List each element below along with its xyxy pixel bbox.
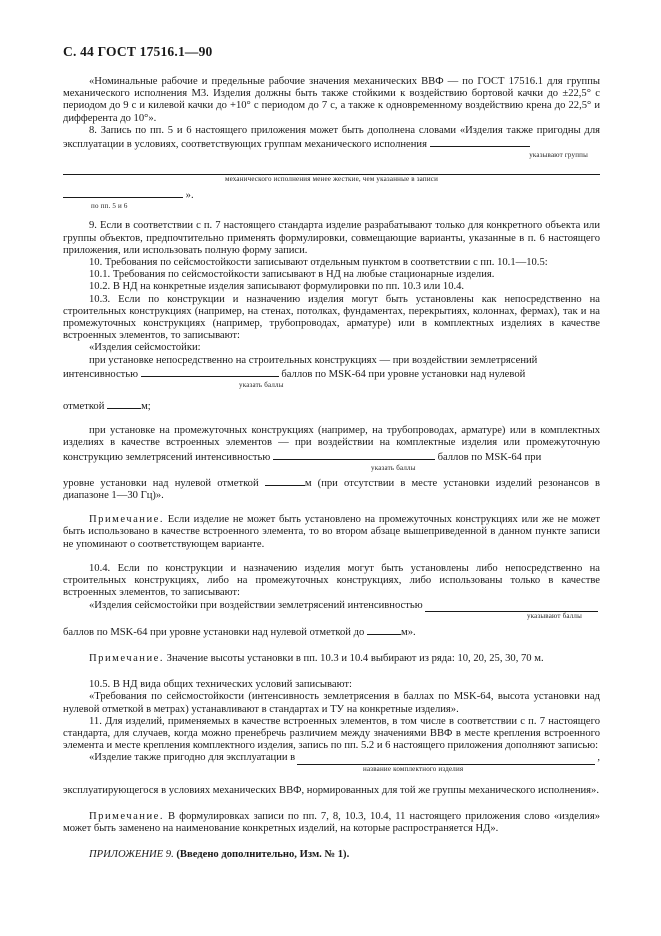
note-3-text: В формулировках записи по пп. 7, 8, 10.3, 10.4, 11 настоящего приложения слово «изделия» может быть заменено на наименование конкретных изделий, на которые распространяется НД». xyxy=(63,810,600,834)
blank-line xyxy=(297,755,595,765)
quote-direct-text: при установке непосредственно на строительных конструкциях — при воздействии землетрясений интенсивностью xyxy=(63,354,538,380)
blank-line xyxy=(265,476,305,486)
quote-suitable-text: «Изделие также пригодно для эксплуатации в xyxy=(89,752,296,764)
blank-line xyxy=(425,602,598,612)
comma: , xyxy=(597,752,600,764)
paragraph-8 xyxy=(63,125,600,151)
paragraph-quote-m3: «Номинальные рабочие и предельные рабочие значения механических ВВФ — по ГОСТ 17516.1 для группы механического исполнения М3. Изделия должны быть также стойкими к воздействию бортовой качки до ±22,5° с периодом до 9 с и килевой качки до +10° с периодом до 7 с, а также к одновременному воздействию крена до 22,5° и дифферента до 10°». xyxy=(63,76,600,124)
note-label: Примечание. xyxy=(89,514,164,526)
paragraph-10-4: 10.4. Если по конструкции и назначению изделия могут быть установлены либо непосредственно на строительных конструкциях, либо на промежуточных конструкциях, либо использованы только в качестве встроенных элементов, то записывают: xyxy=(63,562,600,599)
caption-pp: по пп. 5 и 6 xyxy=(91,202,128,211)
quote-intermediate-text: при установке на промежуточных конструкциях (например, на трубопроводах, арматуре) или в комплектных изделиях в качестве встроенных элементов — при воздействии на комплектные изделия или промежуточную конструкцию землетрясений интенсивностью xyxy=(63,425,600,463)
paragraph-9: 9. Если в соответствии с п. 7 настоящего стандарта изделие разрабатывают только для конкретного объекта или группы объектов, предпочтительно применять формулировки, совмещающие варианты, указанные в п. 6 настоящего приложения, или использовать полную форму записи. xyxy=(63,220,600,256)
quote-intermediate-text-2: баллов по MSK-64 при xyxy=(437,451,542,463)
note-2 xyxy=(63,653,600,665)
quote-install-level xyxy=(63,625,600,639)
paragraph-10: 10. Требования по сейсмостойкости записывают отдельным пунктом в соответствии с пп. 10.1—10.5: xyxy=(89,257,548,269)
quote-seismic: «Изделия сейсмостойки: xyxy=(89,342,201,354)
note-1 xyxy=(63,514,600,551)
note-2-text: Значение высоты установки в пп. 10.3 и 10.4 выбирают из ряда: 10, 20, 25, 30, 70 м. xyxy=(166,652,544,664)
paragraph-10-3: 10.3. Если по конструкции и назначению изделия могут быть установлены как непосредственно на строительных конструкциях (например, на стенах, потолках, фундаментах, перекрытиях, колоннах, фермах), так и на промежуточных конструкциях (например, трубопроводах, арматуре) или в комплектных изделиях в качестве встроенных элементов, то записывают: xyxy=(63,293,600,342)
quote-level xyxy=(63,476,600,502)
quote-operating: эксплуатирующегося в условиях механических ВВФ, нормированных для той же группы механического исполнения». xyxy=(63,784,599,796)
quote-mark xyxy=(63,399,600,413)
paragraph-10-2: 10.2. В НД на конкретные изделия записывают формулировки по пп. 10.3 или 10.4. xyxy=(89,281,465,293)
quote-intensity-row xyxy=(63,600,600,612)
document-body xyxy=(63,76,600,861)
paragraph-8-text: 8. Запись по пп. 5 и 6 настоящего приложения может быть дополнена словами «Изделия также пригодны для эксплуатации в условиях, соответствующих группам механического исполнения xyxy=(63,124,600,151)
caption-groups: указывают группы xyxy=(529,151,588,160)
note-label: Примечание. xyxy=(89,652,164,664)
quote-intensity-text: «Изделия сейсмостойки при воздействии землетрясений интенсивностью xyxy=(89,599,423,611)
quote-general: «Требования по сейсмостойкости (интенсивность землетрясения в баллах по MSK-64, высота установки над нулевой отметкой в метрах) устанавливают в стандартах и ТУ на конкретные изделия». xyxy=(63,691,600,715)
quote-level-text-2: м (при отсутствии в месте установки изделий резонансов в диапазоне 1—30 Гц)». xyxy=(63,477,600,502)
blank-line xyxy=(63,188,183,198)
quote-direct-text-2: баллов по MSK-64 при уровне установки над нулевой xyxy=(281,368,526,380)
note-1-text: Если изделие не может быть установлено на промежуточных конструкциях или же не может быть использовано в качестве встроенного элемента, то во втором абзаце вышеприведенной в данном пункте записи не упоминают о соответствующем варианте. xyxy=(63,514,600,550)
paragraph-10-1: 10.1. Требования по сейсмостойкости записывают в НД на любые стационарные изделия. xyxy=(89,269,495,281)
appendix-note: (Введено дополнительно, Изм. № 1). xyxy=(176,849,350,861)
blank-line xyxy=(430,137,530,147)
blank-line xyxy=(63,165,600,175)
closing-quote: ». xyxy=(185,190,194,202)
blank-line xyxy=(107,399,141,409)
note-3 xyxy=(63,811,600,835)
note-label: Примечание. xyxy=(89,810,164,822)
appendix-title: ПРИЛОЖЕНИЕ 9. xyxy=(89,849,174,861)
caption-ball-3: указывают баллы xyxy=(526,611,582,620)
blank-line xyxy=(141,367,279,377)
quote-install-unit: м». xyxy=(400,626,416,638)
page-header: С. 44 ГОСТ 17516.1—90 xyxy=(63,44,213,59)
blank-line xyxy=(367,625,401,635)
caption-ball-1: указать баллы xyxy=(239,381,284,390)
quote-intermediate xyxy=(63,425,600,464)
appendix-footer xyxy=(63,849,600,861)
quote-direct-install xyxy=(63,355,600,381)
paragraph-10-5: 10.5. В НД вида общих технических условий записывают: xyxy=(89,679,352,691)
paragraph-8-end xyxy=(63,188,600,202)
blank-line xyxy=(273,450,435,460)
caption-ball-2: указать баллы xyxy=(371,463,416,472)
caption-name: название комплектного изделия xyxy=(363,764,464,773)
mark-unit: м; xyxy=(141,401,151,413)
paragraph-11: 11. Для изделий, применяемых в качестве встроенных элементов, в том числе в соответствии с п. 7 настоящего стандарта, для случаев, когда можно пренебречь различием между значениями ВВФ в месте крепления встроенного элемента и месте крепления комплектного изделия, запись по пп. 5.2 и 6 настоящего приложения дополняют записью: xyxy=(63,715,600,752)
mark-label: отметкой xyxy=(63,401,105,413)
caption-mech: механического исполнения менее жесткие, чем указанные в записи xyxy=(224,175,439,184)
quote-level-text: уровне установки над нулевой отметкой xyxy=(63,477,259,489)
quote-install-level-text: баллов по MSK-64 при уровне установки над нулевой отметкой до xyxy=(63,626,365,638)
quote-suitable-row xyxy=(63,752,600,764)
